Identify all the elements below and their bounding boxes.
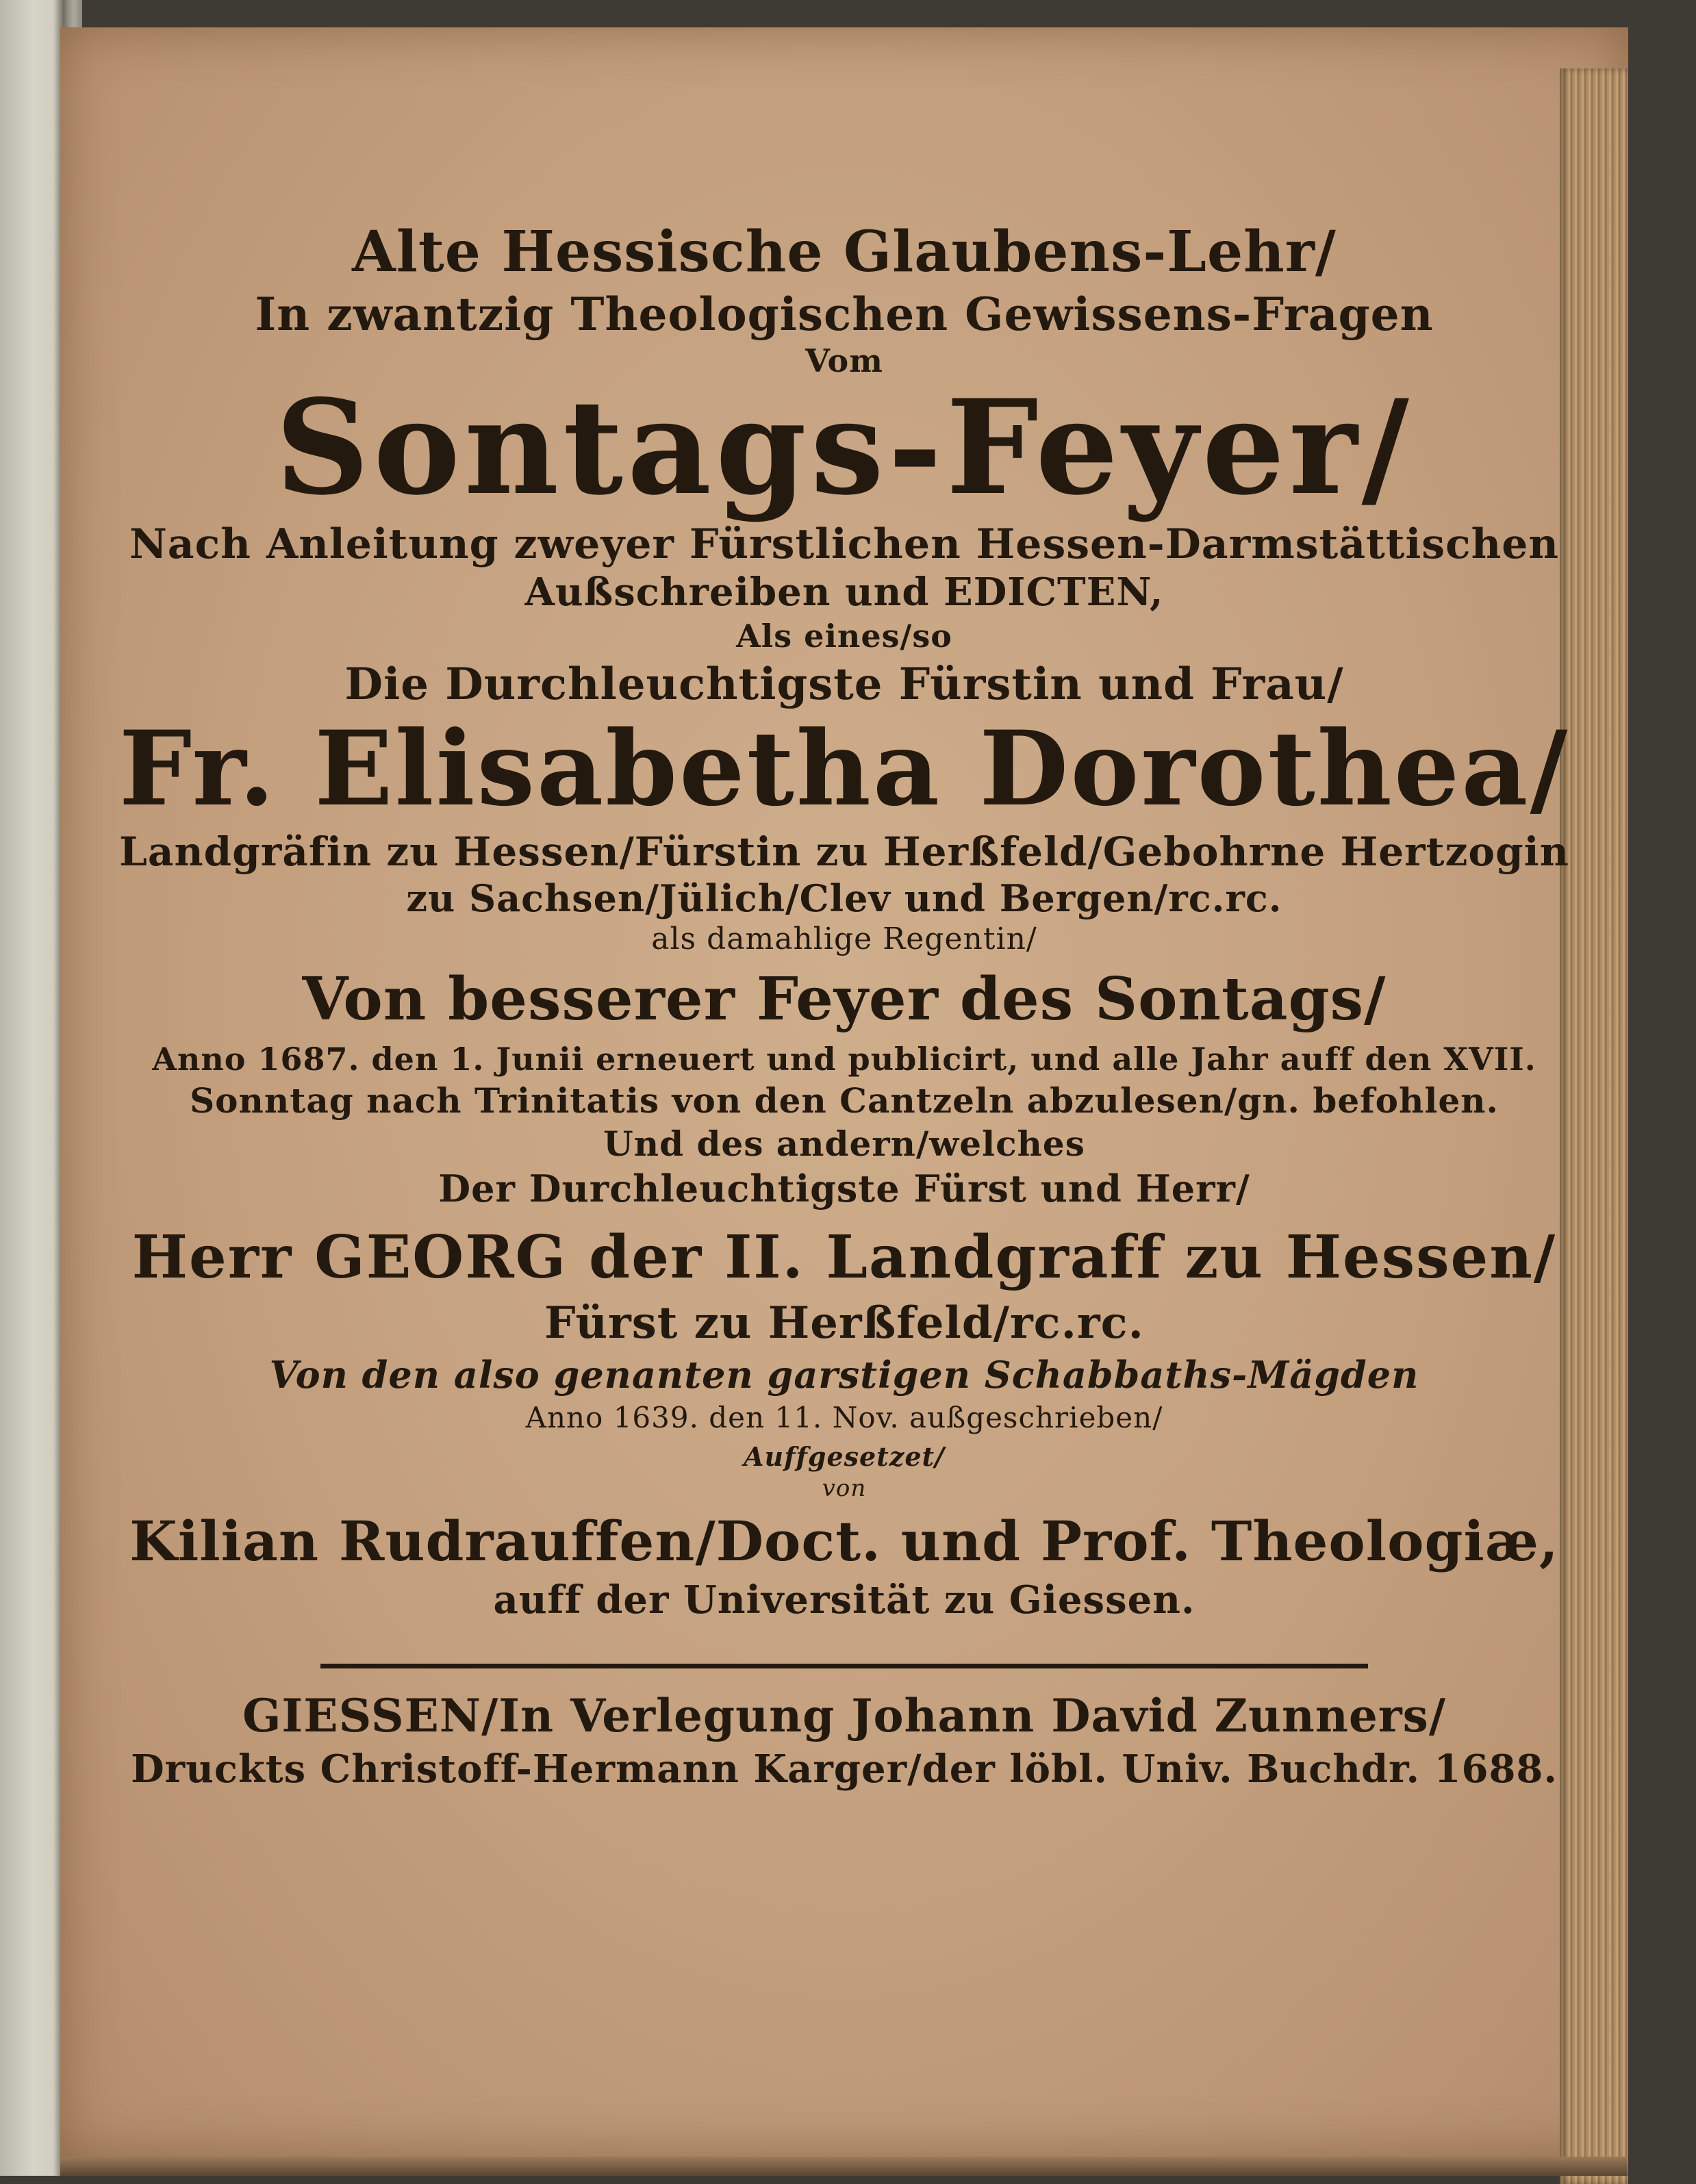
subtitle-line-4: Die Durchleuchtigste Fürstin und Frau/ — [344, 658, 1344, 710]
author-affiliation: auff der Universität zu Giessen. — [493, 1577, 1195, 1623]
regent-name: Fr. Elisabetha Dorothea/ — [118, 708, 1570, 829]
edict-title-1: Von besserer Feyer des Sontags/ — [302, 965, 1387, 1034]
title-line-2: In zwantzig Theologischen Gewissens-Fragen — [255, 288, 1434, 341]
imprint-printer: Druckts Christoff-Hermann Karger/der löbl. Univ. Buchdr. 1688. — [131, 1747, 1558, 1792]
page-bottom-edge — [60, 2157, 1628, 2176]
imprint-divider — [320, 1664, 1368, 1668]
prince-intro: Der Durchleuchtigste Fürst und Herr/ — [438, 1167, 1250, 1210]
subtitle-line-2: Außschreiben und EDICTEN, — [524, 569, 1164, 615]
edict-instruction-1: Sonntag nach Trinitatis von den Cantzeln abzulesen/gn. befohlen. — [190, 1080, 1499, 1121]
compiled-label: Auffgesetzet/ — [744, 1441, 945, 1472]
main-title: Sontags-Feyer/ — [275, 371, 1413, 524]
subtitle-line-3: Als eines/so — [736, 617, 952, 655]
title-page — [60, 27, 1628, 2157]
regent-role: als damahlige Regentin/ — [651, 922, 1037, 956]
edict-date-2: Anno 1639. den 11. Nov. außgeschrieben/ — [525, 1401, 1163, 1434]
title-page-text — [60, 212, 1628, 1792]
title-line-3: Vom — [805, 342, 883, 379]
regent-titles-1: Landgräfin zu Hessen/Fürstin zu Herßfeld/Gebohrne Hertzogin — [119, 828, 1569, 875]
prince-titles: Fürst zu Herßfeld/rc.rc. — [544, 1297, 1144, 1349]
imprint-publisher: GIESSEN/In Verlegung Johann David Zunners/ — [242, 1689, 1446, 1742]
title-line-1: Alte Hessische Glaubens-Lehr/ — [352, 219, 1337, 285]
regent-titles-2: zu Sachsen/Jülich/Clev und Bergen/rc.rc. — [406, 876, 1282, 920]
edict-title-2: Von den also genanten garstigen Schabbaths-Mägden — [269, 1353, 1419, 1397]
prince-name: Herr GEORG der II. Landgraff zu Hessen/ — [131, 1223, 1557, 1292]
edict-date-1: Anno 1687. den 1. Junii erneuert und publicirt, und alle Jahr auff den XVII. — [152, 1041, 1536, 1078]
subtitle-line-1: Nach Anleitung zweyer Fürstlichen Hessen-Darmstättischen — [129, 520, 1560, 568]
author-name: Kilian Rudrauffen/Doct. und Prof. Theologiæ, — [129, 1509, 1559, 1573]
by-label: von — [822, 1475, 867, 1502]
connector-line: Und des andern/welches — [603, 1123, 1085, 1164]
